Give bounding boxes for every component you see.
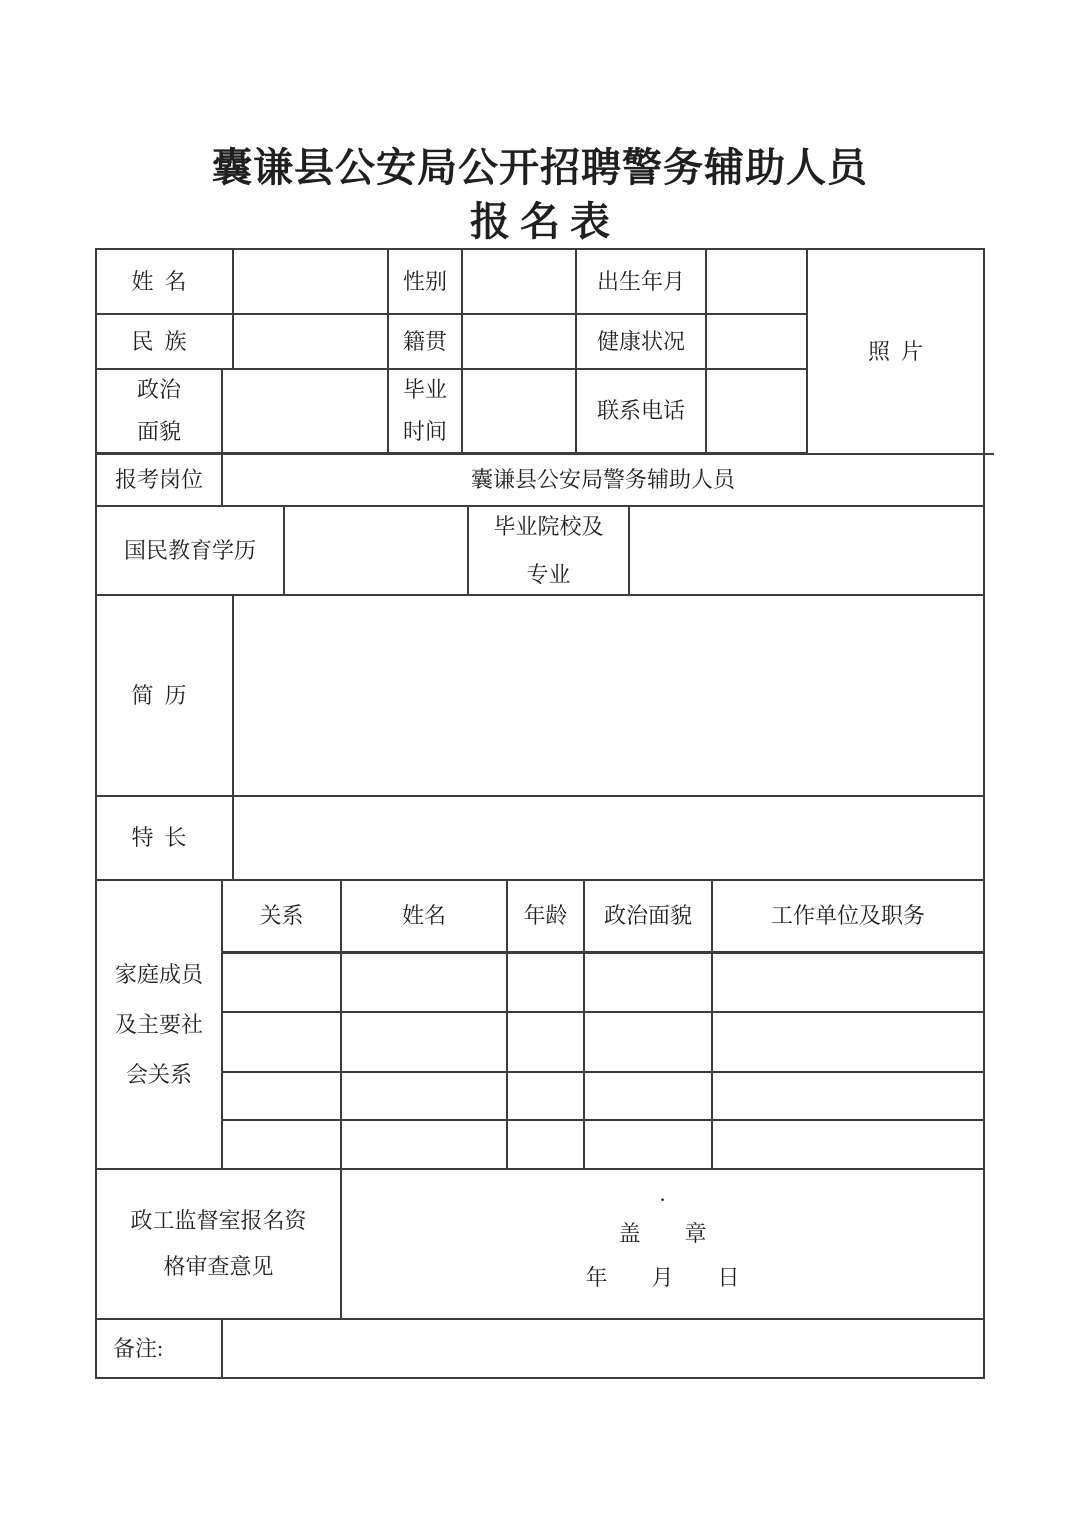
contact-phone-label: 联系电话 [577, 370, 707, 455]
ethnicity-value-cell [223, 315, 389, 370]
family-table-cell [585, 954, 713, 1013]
specialty-value-cell [223, 797, 983, 881]
form-title-block [95, 142, 985, 248]
family-table-cell [585, 1073, 713, 1121]
family-table-cell [223, 1073, 342, 1121]
family-section-label: 家庭成员 及主要社 会关系 [97, 881, 223, 1170]
ethnicity-label: 民族 [97, 315, 234, 370]
birth-date-value-cell [707, 250, 808, 315]
national-education-value-cell [285, 507, 469, 596]
applied-position-label: 报考岗位 [97, 455, 223, 507]
family-table-cell [342, 1121, 508, 1170]
family-table-cell [508, 1073, 585, 1121]
review-section [97, 1170, 983, 1320]
family-table-cell [508, 1121, 585, 1170]
gender-value-cell [463, 250, 577, 315]
contact-phone-value-cell [707, 370, 808, 455]
remarks-section [97, 1320, 983, 1377]
stamp-dot: · [658, 1187, 667, 1212]
photo-cell: 照片 [808, 250, 994, 455]
remarks-value-cell [223, 1320, 983, 1377]
remarks-label: 备注: [97, 1320, 223, 1377]
family-table-cell [223, 1013, 342, 1073]
health-label: 健康状况 [577, 315, 707, 370]
family-table-cell [713, 1073, 983, 1121]
graduation-time-value-cell [463, 370, 577, 455]
family-table-cell [713, 1121, 983, 1170]
family-table-cell [585, 1121, 713, 1170]
form-subtitle: 报名表 [470, 199, 620, 244]
application-form-table [95, 248, 985, 1379]
date-text: 年 月 日 [585, 1265, 740, 1290]
family-col-age: 年龄 [508, 881, 585, 954]
family-col-workunit: 工作单位及职务 [713, 881, 983, 954]
native-place-label: 籍贯 [389, 315, 463, 370]
specialty-section [97, 797, 983, 881]
name-label: 姓名 [97, 250, 234, 315]
political-status-value-cell [223, 370, 389, 455]
review-opinion-label: 政工监督室报名资 格审查意见 [97, 1170, 342, 1320]
family-section [97, 881, 983, 1170]
political-status-label: 政治 面貌 [97, 370, 223, 455]
applied-position-section [97, 455, 983, 507]
family-table-cell [223, 1121, 342, 1170]
applied-position-value: 囊谦县公安局警务辅助人员 [223, 455, 983, 507]
gender-label: 性别 [389, 250, 463, 315]
family-table-cell [585, 1013, 713, 1073]
family-table-cell [508, 954, 585, 1013]
stamp-area [342, 1170, 983, 1320]
family-table-cell [342, 954, 508, 1013]
stamp-text: 盖 章 [618, 1221, 707, 1246]
resume-section [97, 596, 983, 797]
native-place-value-cell [463, 315, 577, 370]
form-title: 囊谦县公安局公开招聘警务辅助人员 [212, 145, 868, 190]
education-section [97, 507, 983, 596]
family-table-cell [342, 1073, 508, 1121]
school-major-label: 毕业院校及 专业 [469, 507, 630, 596]
national-education-label: 国民教育学历 [97, 507, 285, 596]
family-col-name: 姓名 [342, 881, 508, 954]
family-col-political: 政治面貌 [585, 881, 713, 954]
name-value-cell [223, 250, 389, 315]
family-table-cell [713, 1013, 983, 1073]
basic-info-section [97, 250, 983, 455]
school-major-value-cell [630, 507, 983, 596]
resume-label: 简历 [97, 596, 234, 797]
resume-value-cell [223, 596, 983, 797]
specialty-label: 特长 [97, 797, 234, 881]
family-table-cell [713, 954, 983, 1013]
family-col-relation: 关系 [223, 881, 342, 954]
birth-date-label: 出生年月 [577, 250, 707, 315]
health-value-cell [707, 315, 808, 370]
family-table-cell [342, 1013, 508, 1073]
family-table-cell [223, 954, 342, 1013]
family-table-cell [508, 1013, 585, 1073]
graduation-time-label: 毕业 时间 [389, 370, 463, 455]
